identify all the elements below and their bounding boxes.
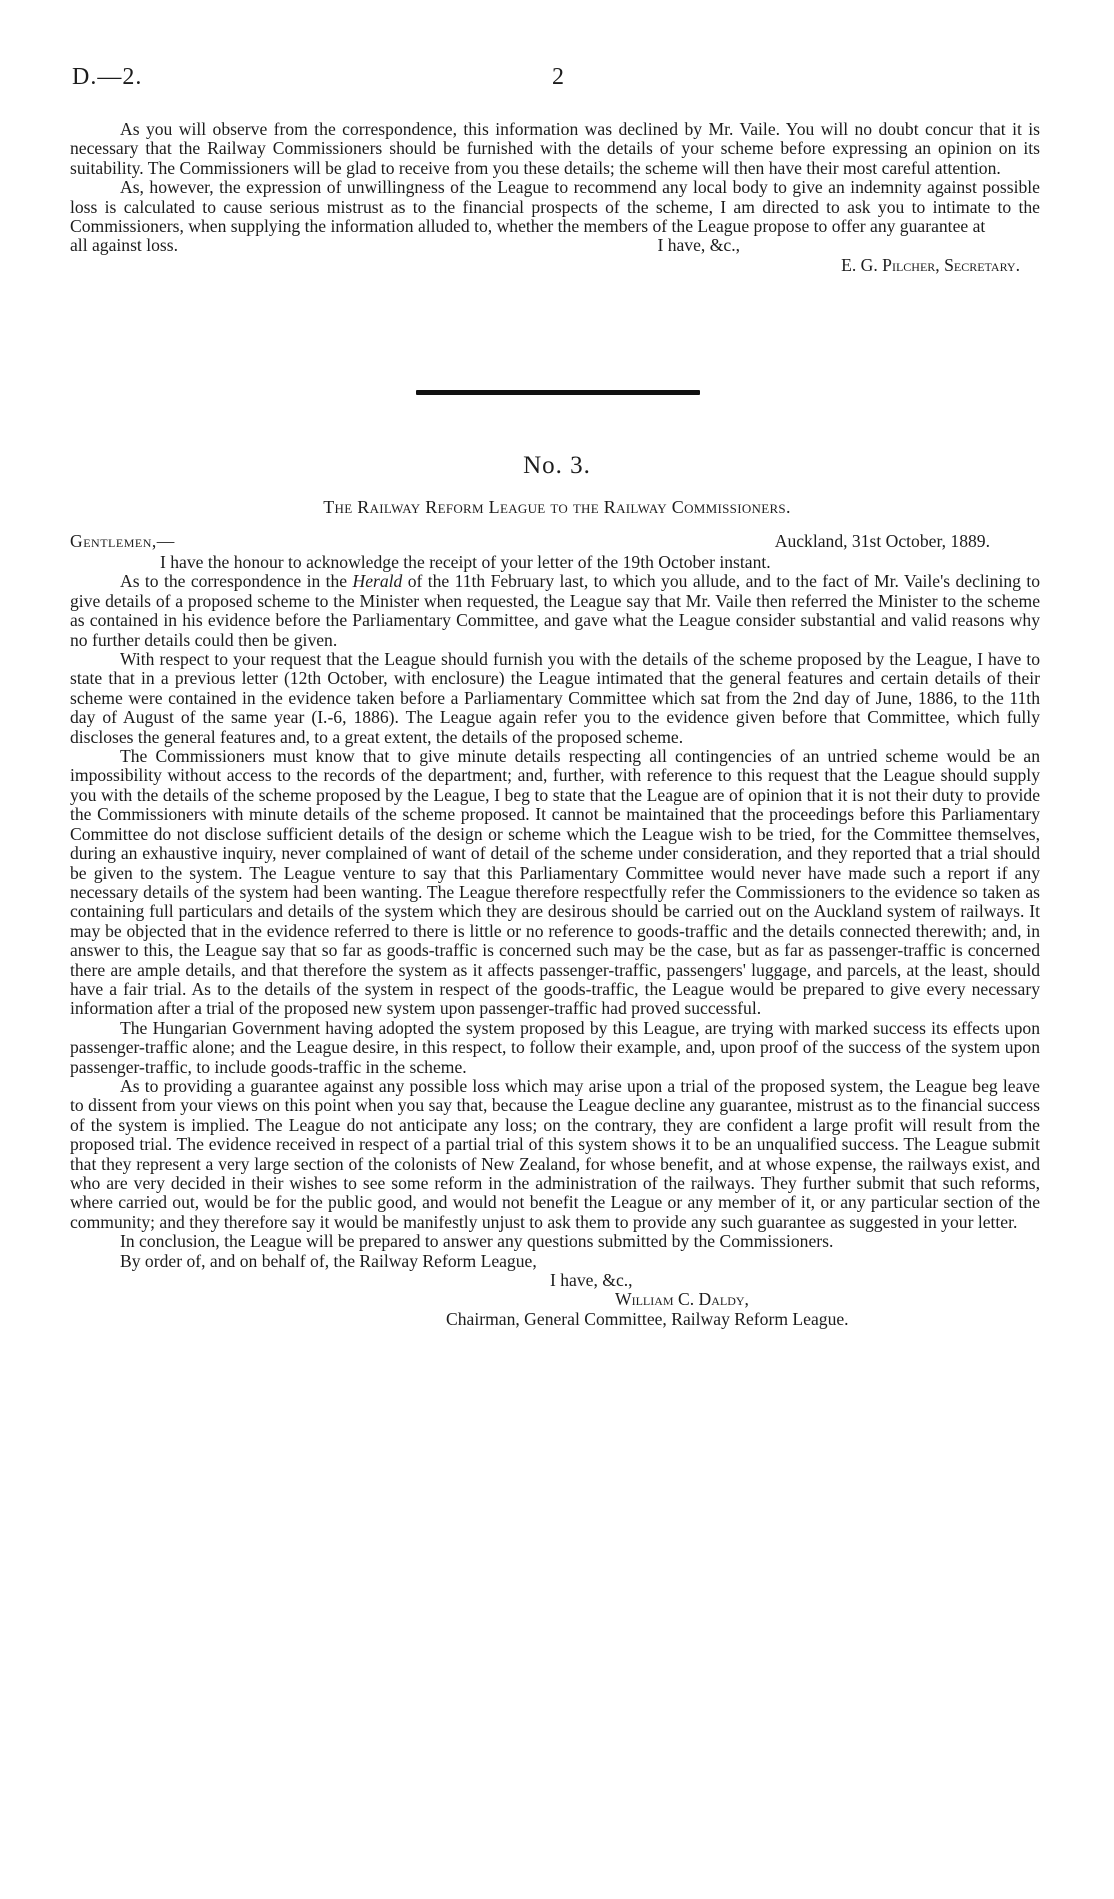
letter-3-signer-title: Chairman, General Committee, Railway Reform League.: [446, 1308, 849, 1329]
letter-3-paragraph: By order of, and on behalf of, the Railway Reform League,: [120, 1250, 537, 1271]
letter-2-body: [70, 120, 1040, 275]
letter-3-title: The Railway Reform League to the Railway Commissioners.: [323, 497, 791, 517]
letter-3-paragraph: The Hungarian Government having adopted the system proposed by this League, are trying with marked success its effects upon passenger-traffic alone; and the League desire, in this respect, to follow their example, and, upon proof of the success of the system upon passenger-traffic, to include goods-traffic in the scheme.: [70, 1017, 1040, 1077]
letter-3-paragraph: I have the honour to acknowledge the receipt of your letter of the 19th October instant.: [160, 552, 771, 572]
letter-3-signer: William C. Daldy,: [615, 1289, 749, 1310]
letter-3-paragraph: As to providing a guarantee against any possible loss which may arise upon a trial of the proposed system, the League beg leave to dissent from your views on this point when you say that, because the League decline any guarantee, mistrust as to the financial success of the system is implied. The League do not anticipate any loss; on the contrary, they are confident a large profit will result from the proposed trial. The evidence received in respect of a partial trial of this system shows it to be an unqualified success. The League submit that they represent a very large section of the colonists of New Zealand, for whose benefit, and at whose expense, the railways exist, and who are very decided in their wishes to see some reform in the administration of the railways. They further submit that such reforms, where carried out, would be for the public good, and would not benefit the League or any member of it, or any particular section of the community; and they therefore say it would be manifestly unjust to ask them to provide any such guarantee as suggested in your letter.: [70, 1075, 1040, 1232]
section-divider: [416, 390, 700, 395]
page-number: 2: [552, 64, 564, 90]
letter-3-paragraph: The Commissioners must know that to give minute details respecting all contingencies of an untried scheme would be an impossibility without access to the records of the department; and, further, with reference to this request that the League should supply you with the details of the scheme proposed by the League, I beg to state that the League are of opinion that it is not their duty to provide the Commissioners with minute details of the scheme proposed. It cannot be maintained that the proceedings before this Parliamentary Committee do not disclose sufficient details of the design or scheme which the League wish to be tried, for the Committee themselves, during an exhaustive inquiry, never complained of want of detail of the scheme under consideration, and they reported that a trial should be given to the system. The League venture to say that this Parliamentary Committee would never have made such a report if any necessary details of the system had been wanting. The League therefore respectfully refer the Commissioners to the evidence so taken as containing full particulars and details of the system which they are desirous should be carried out on the Auckland system of railways. It may be objected that in the evidence referred to there is little or no reference to goods-traffic and the details connected therewith; and, in answer to this, the League say that so far as goods-traffic is concerned such may be the case, but as far as passenger-traffic is concerned there are ample details, and that therefore the system as it affects passenger-traffic, passengers' luggage, and parcels, at the least, should have a fair trial. As to the details of the system in respect of the goods-traffic, the League would be prepared to give every necessary information after a trial of the proposed new system upon passenger-traffic had proved successful.: [70, 746, 1040, 1019]
letter-2-paragraph: As, however, the expression of unwillingness of the League to recommend any local body to give an indemnity against possible loss is calculated to cause serious mistrust as to the financial prospects of the scheme, I am directed to ask you to intimate to the Commissioners, when supplying the information alluded to, whether the members of the League propose to offer any guarantee at: [70, 177, 1040, 237]
letter-2-signature: E. G. Pilcher, Secretary.: [841, 254, 1020, 275]
letter-3-place-date: Auckland, 31st October, 1889.: [774, 531, 990, 551]
letter-3-salutation: Gentlemen,—: [70, 531, 175, 551]
letter-2-paragraph: As you will observe from the correspondence, this information was declined by Mr. Vaile. You will no doubt concur that it is necessary that the Railway Commissioners should be furnished with the details of your scheme before expressing an opinion on its suitability. The Commissioners will be glad to receive from you these details; the scheme will then have their most careful attention.: [70, 119, 1040, 178]
letter-2-last-line: all against loss.: [70, 235, 178, 256]
newspaper-name: Herald: [352, 571, 403, 592]
letter-2-closing: I have, &c.,: [657, 235, 740, 256]
letter-3-body: [70, 553, 1040, 1329]
letter-3-paragraph: With respect to your request that the League should furnish you with the details of the scheme proposed by the League, I have to state that in a previous letter (12th October, with enclosure) the League intimated that the general features and certain details of their scheme were contained in the evidence taken before a Parliamentary Committee which sat from the 2nd day of June, 1886, to the 11th day of August of the same year (I.-6, 1886). The League again refer you to the evidence given before that Committee, which fully discloses the general features and, to a great extent, the details of the proposed scheme.: [70, 649, 1040, 747]
letter-3-number: No. 3.: [523, 452, 591, 479]
document-reference: D.—2.: [72, 64, 143, 90]
letter-3-paragraph: As to the correspondence in the Herald of the 11th February last, to which you allude, and to the fact of Mr. Vaile's declining to give details of a proposed scheme to the Minister when requested, the League say that Mr. Vaile then referred the Minister to the scheme as contained in his evidence before the Parliamentary Committee, and gave what the League consider substantial and valid reasons why no further details could then be given.: [70, 571, 1041, 650]
letter-3-closing: I have, &c.,: [550, 1270, 633, 1291]
letter-3-paragraph: In conclusion, the League will be prepared to answer any questions submitted by the Commissioners.: [120, 1231, 834, 1252]
